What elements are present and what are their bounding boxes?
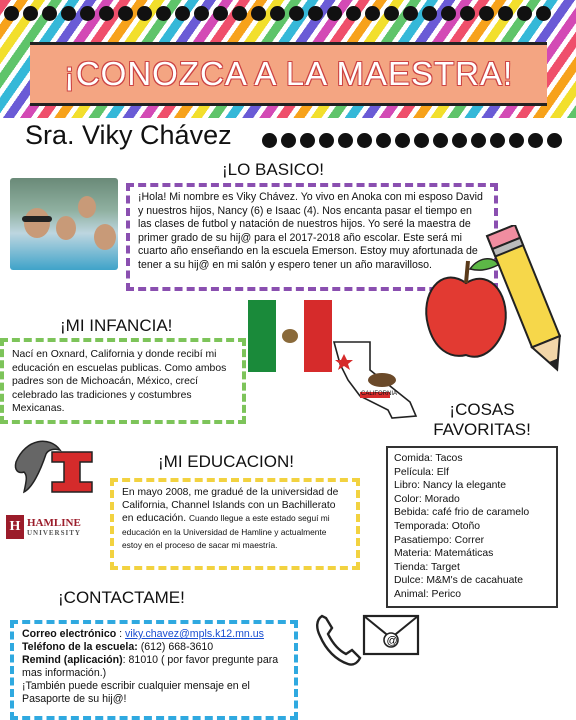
eagle-emblem-icon bbox=[282, 329, 298, 343]
decorative-dot bbox=[281, 133, 296, 148]
decorative-dot bbox=[433, 133, 448, 148]
favorite-item: Animal: Perico bbox=[394, 588, 461, 600]
decorative-dot bbox=[300, 133, 315, 148]
decorative-dot bbox=[479, 6, 494, 21]
decorative-dot bbox=[471, 133, 486, 148]
family-photo bbox=[10, 178, 118, 270]
decorative-dot bbox=[213, 6, 228, 21]
decorative-dot bbox=[156, 6, 171, 21]
decorative-dot bbox=[490, 133, 505, 148]
decorative-dot bbox=[441, 6, 456, 21]
decorative-dot bbox=[23, 6, 38, 21]
basico-text: ¡Hola! Mi nombre es Viky Chávez. Yo vivo en Anoka con mi esposo David y nuestros hijos, Nancy (6) e Isaac (4). Nos encanta pasar el tiempo en las clases de futbol y natación de nuestros hijos. Yo seré la maestra de primer grado de su hij@ para el 2017-2018 año escolar. Este será mi cuarto año enseñando en la escuela Emerson. Estoy muy afortunada de tener a su hij@ en mi salón y espero tener un año maravilloso. bbox=[138, 191, 483, 271]
educacion-text-2: Cuando llegue a este estado seguí mi educación en la Universidad de Hamline y actualmente estoy en el proceso de sacar mi maestría. bbox=[122, 513, 330, 551]
decorative-dot bbox=[289, 6, 304, 21]
basico-heading: ¡LO BASICO! bbox=[222, 160, 325, 179]
phone-label: Teléfono de la escuela: bbox=[22, 641, 138, 653]
decorative-dot bbox=[376, 133, 391, 148]
contact-extra-text: ¡También puede escribir cualquier mensaje en el Pasaporte de su hij@! bbox=[22, 680, 250, 705]
decorative-dot bbox=[99, 6, 114, 21]
california-state-icon bbox=[330, 340, 430, 420]
decorative-dot bbox=[422, 6, 437, 21]
decorative-dot bbox=[232, 6, 247, 21]
decorative-dot bbox=[517, 6, 532, 21]
decorative-dot bbox=[251, 6, 266, 21]
infancia-text: Nací en Oxnard, California y donde recibí mi educación en escuelas publicas. Como ambos padres son de Michoacán, México, crecí celebrado las tradiciones y costumbres Mexicanas. bbox=[12, 349, 227, 414]
decorative-dot bbox=[4, 6, 19, 21]
contacto-heading: ¡CONTACTAME! bbox=[58, 588, 185, 607]
favoritas-heading: ¡COSAS FAVORITAS! bbox=[433, 400, 531, 439]
decorative-dot bbox=[414, 133, 429, 148]
decorative-dot bbox=[80, 6, 95, 21]
decorative-dot bbox=[357, 133, 372, 148]
dolphin-ci-logo-icon bbox=[10, 432, 102, 498]
decorative-dot bbox=[395, 133, 410, 148]
contacto-box: Correo electrónico : viky.chavez@mpls.k12.mn.us Teléfono de la escuela: (612) 668-3610 Remind (aplicación): 81010 ( por favor pregunte para mas información.) ¡También puede escribir cualquier mensaje en el Pasaporte de su hij@! bbox=[10, 620, 298, 720]
decorative-dot bbox=[509, 133, 524, 148]
decorative-dot bbox=[452, 133, 467, 148]
page-title: ¡CONOZCA A LA MAESTRA! bbox=[63, 55, 514, 92]
favorite-item: Bebida: café frio de caramelo bbox=[394, 507, 530, 519]
california-label: CALIFORNIA bbox=[361, 391, 398, 397]
remind-text: : 81010 ( por favor pregunte para mas información.) bbox=[22, 654, 279, 679]
favorite-item: Dulce: M&M's de cacahuate bbox=[394, 575, 524, 587]
decorative-dot bbox=[61, 6, 76, 21]
hamline-logo: H HAMLINE UNIVERSITY bbox=[6, 510, 102, 544]
decorative-dot bbox=[118, 6, 133, 21]
favoritas-box bbox=[386, 446, 558, 608]
decorative-dot bbox=[365, 6, 380, 21]
decorative-dot bbox=[528, 133, 543, 148]
favorite-item: Comida: Tacos bbox=[394, 453, 463, 464]
decorative-dot bbox=[270, 6, 285, 21]
decorative-dot bbox=[194, 6, 209, 21]
mexico-flag bbox=[248, 300, 332, 372]
hamline-shield-icon: H bbox=[6, 515, 24, 539]
decorative-dot bbox=[262, 133, 277, 148]
phone-value: (612) 668-3610 bbox=[137, 641, 214, 653]
decorative-dot bbox=[346, 6, 361, 21]
favorite-item: Temporada: Otoño bbox=[394, 520, 481, 532]
decorative-dot bbox=[460, 6, 475, 21]
decorative-dot bbox=[137, 6, 152, 21]
favorite-item: Color: Morado bbox=[394, 493, 460, 505]
decorative-dot bbox=[319, 133, 334, 148]
educacion-box bbox=[110, 478, 360, 570]
name-dot-row bbox=[262, 133, 562, 148]
decorative-dot bbox=[308, 6, 323, 21]
svg-text:@: @ bbox=[386, 635, 398, 647]
email-link[interactable]: viky.chavez@mpls.k12.mn.us bbox=[125, 628, 264, 640]
decorative-dot bbox=[338, 133, 353, 148]
favorite-item: Tienda: Target bbox=[394, 561, 460, 573]
decorative-dot bbox=[498, 6, 513, 21]
favorite-item: Pasatiempo: Correr bbox=[394, 534, 485, 546]
decorative-dot bbox=[403, 6, 418, 21]
infancia-box bbox=[0, 338, 246, 424]
decorative-dot bbox=[42, 6, 57, 21]
infancia-heading: ¡MI INFANCIA! bbox=[60, 316, 173, 335]
educacion-heading: ¡MI EDUCACION! bbox=[158, 452, 294, 471]
teacher-name: Sra. Viky Chávez bbox=[22, 120, 235, 151]
email-label: Correo electrónico bbox=[22, 628, 117, 640]
decorative-dot bbox=[327, 6, 342, 21]
apple-pencil-icon bbox=[420, 225, 570, 385]
title-banner bbox=[30, 42, 547, 106]
remind-label: Remind (aplicación) bbox=[22, 654, 123, 666]
decorative-dot bbox=[175, 6, 190, 21]
educacion-text-1: En mayo 2008, me gradué de la universidad de California, Channel Islands con un Bachillerato en educación. bbox=[122, 487, 339, 525]
decorative-dot bbox=[536, 6, 551, 21]
favorite-item: Libro: Nancy la elegante bbox=[394, 480, 507, 492]
favorite-item: Materia: Matemáticas bbox=[394, 548, 494, 560]
top-dot-row bbox=[4, 6, 551, 21]
decorative-dot bbox=[384, 6, 399, 21]
phone-envelope-icon bbox=[312, 606, 422, 670]
favoritas-list bbox=[394, 452, 550, 602]
decorative-dot bbox=[547, 133, 562, 148]
favorite-item: Película: Elf bbox=[394, 466, 449, 478]
